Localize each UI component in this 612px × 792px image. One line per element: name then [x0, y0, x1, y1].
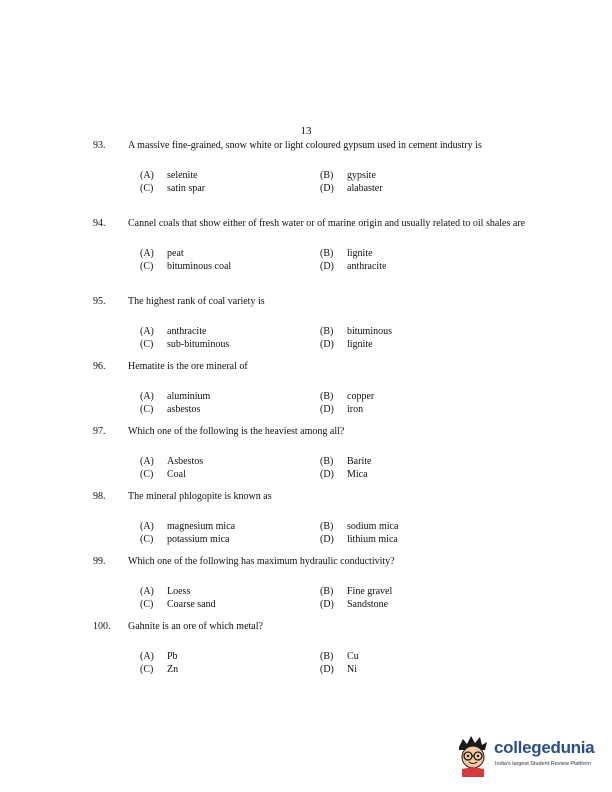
option-a: (A) Asbestos [140, 456, 204, 467]
option-b: (B) copper [320, 391, 375, 402]
option-c: (C) sub-bituminous [140, 339, 230, 350]
option-d: (D) Mica [320, 469, 368, 480]
question-text: The mineral phlogopite is known as [128, 491, 272, 502]
option-a: (A) anthracite [140, 326, 207, 337]
option-c: (C) bituminous coal [140, 261, 232, 272]
options [140, 455, 533, 481]
options [140, 247, 533, 273]
option-b: (B) lignite [320, 248, 373, 259]
question-97 [93, 425, 533, 481]
options [140, 585, 533, 611]
option-c: (C) Coarse sand [140, 599, 216, 610]
options [140, 169, 533, 195]
option-d: (D) iron [320, 404, 364, 415]
question-text: Which one of the following has maximum hydraulic conductivity? [128, 556, 395, 567]
option-d: (D) Ni [320, 664, 357, 675]
page-number: 13 [300, 125, 312, 137]
question-100 [93, 620, 533, 676]
question-number: 93. [93, 140, 106, 151]
question-99 [93, 555, 533, 611]
option-a: (A) aluminium [140, 391, 211, 402]
option-b: (B) Barite [320, 456, 372, 467]
question-text: Gahnite is an ore of which metal? [128, 621, 263, 632]
option-d: (D) lithium mica [320, 534, 398, 545]
mascot-icon [453, 733, 493, 777]
option-a: (A) selenite [140, 170, 198, 181]
question-number: 96. [93, 361, 106, 372]
question-text: Hematite is the ore mineral of [128, 361, 248, 372]
question-text: A massive fine-grained, snow white or light coloured gypsum used in cement industry is [128, 140, 482, 151]
option-a: (A) Loess [140, 586, 191, 597]
question-number: 100. [93, 621, 111, 632]
option-b: (B) gypsite [320, 170, 376, 181]
question-94 [93, 217, 533, 273]
question-text: Cannel coals that show either of fresh water or of marine origin and usually related to oil shales are [128, 218, 526, 229]
question-number: 99. [93, 556, 106, 567]
option-b: (B) bituminous [320, 326, 393, 337]
options [140, 520, 533, 546]
option-a: (A) Pb [140, 651, 178, 662]
logo-tagline: India's largest Student Review Platform [495, 761, 591, 767]
question-95 [93, 295, 533, 351]
option-c: (C) potassium mica [140, 534, 230, 545]
options [140, 325, 533, 351]
option-a: (A) peat [140, 248, 184, 259]
question-number: 94. [93, 218, 106, 229]
option-d: (D) anthracite [320, 261, 387, 272]
question-93 [93, 139, 533, 195]
option-d: (D) alabaster [320, 183, 383, 194]
question-98 [93, 490, 533, 546]
options [140, 650, 533, 676]
option-c: (C) satin spar [140, 183, 206, 194]
option-a: (A) magnesium mica [140, 521, 236, 532]
option-c: (C) Coal [140, 469, 186, 480]
question-number: 98. [93, 491, 106, 502]
question-number: 95. [93, 296, 106, 307]
question-96 [93, 360, 533, 416]
option-b: (B) sodium mica [320, 521, 399, 532]
option-c: (C) Zn [140, 664, 179, 675]
option-b: (B) Cu [320, 651, 359, 662]
logo-name: collegedunia [494, 738, 595, 757]
option-b: (B) Fine gravel [320, 586, 393, 597]
question-number: 97. [93, 426, 106, 437]
question-text: Which one of the following is the heaviest among all? [128, 426, 345, 437]
options [140, 390, 533, 416]
option-d: (D) lignite [320, 339, 373, 350]
collegedunia-logo [453, 733, 601, 777]
option-d: (D) Sandstone [320, 599, 389, 610]
option-c: (C) asbestos [140, 404, 201, 415]
question-text: The highest rank of coal variety is [128, 296, 265, 307]
